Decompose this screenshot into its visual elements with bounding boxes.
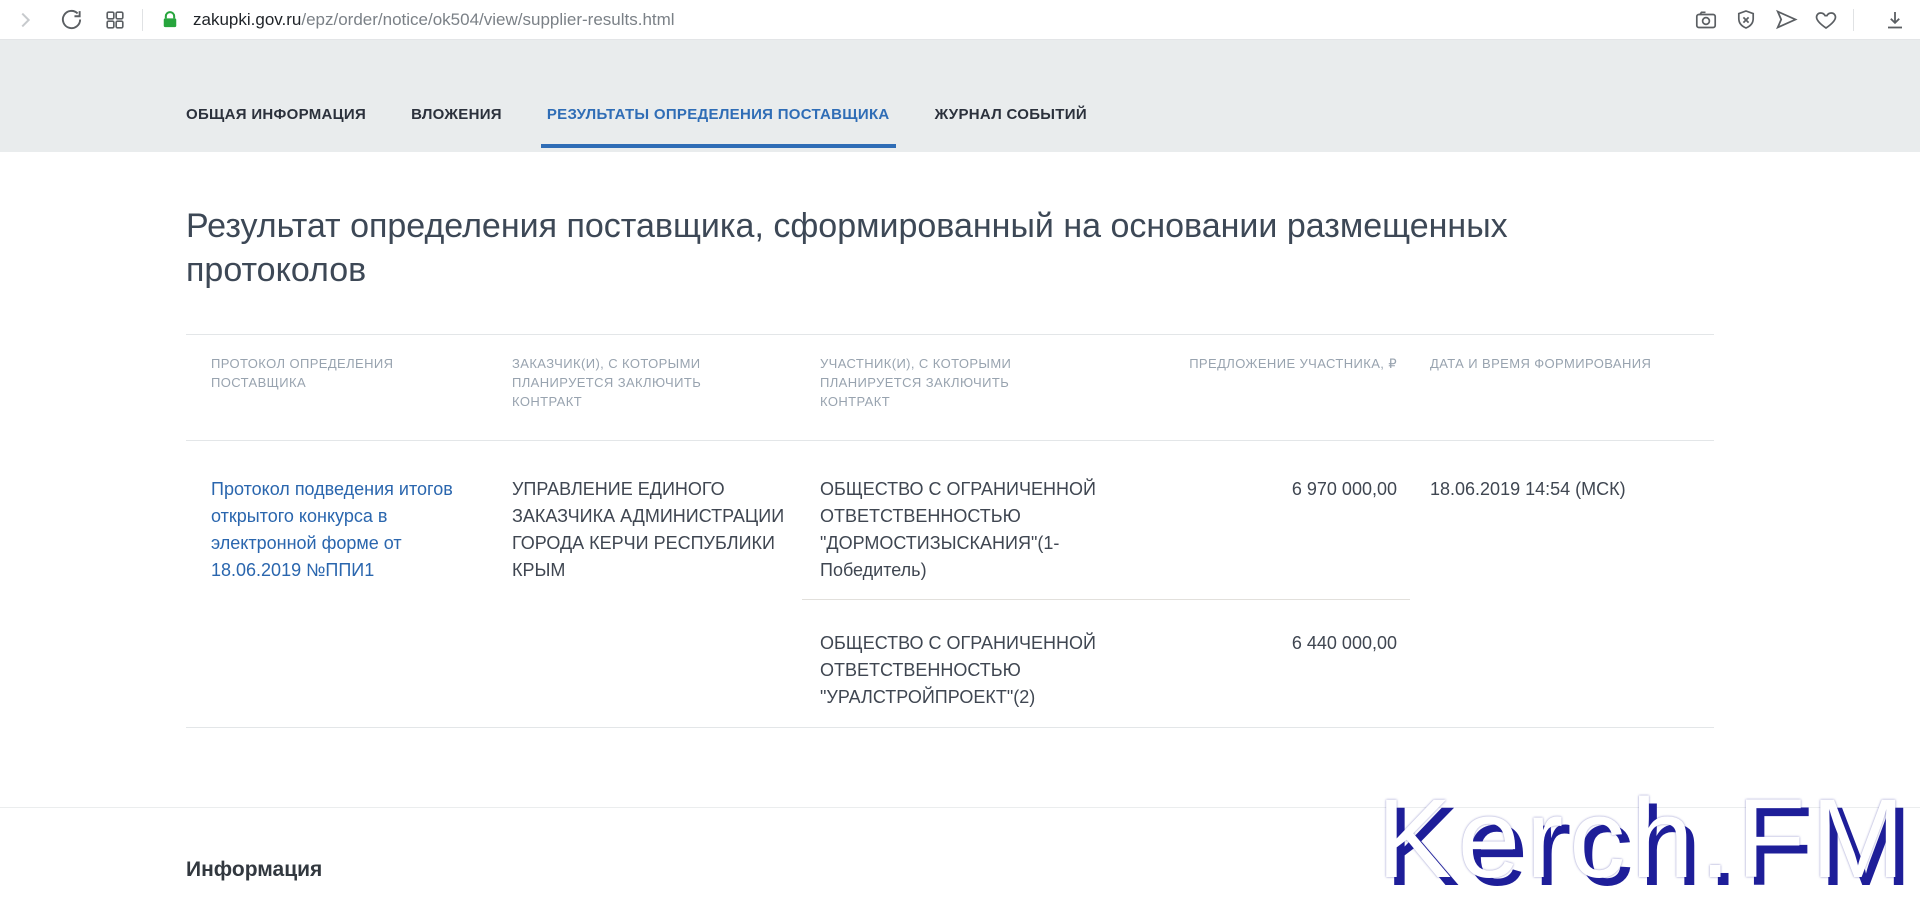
header-customer: ЗАКАЗЧИК(И), С КОТОРЫМИ ПЛАНИРУЕТСЯ ЗАКЛЮЧИТЬ КОНТРАКТ (512, 356, 702, 409)
share-send-icon[interactable] (1773, 7, 1799, 33)
page-content (0, 204, 1920, 882)
tab-supplier-results[interactable]: РЕЗУЛЬТАТЫ ОПРЕДЕЛЕНИЯ ПОСТАВЩИКА (547, 40, 890, 152)
tab-attachments[interactable]: ВЛОЖЕНИЯ (411, 106, 502, 123)
participant-row (820, 630, 1397, 711)
customer-cell: УПРАВЛЕНИЕ ЕДИНОГО ЗАКАЗЧИКА АДМИНИСТРАЦИИ ГОРОДА КЕРЧИ РЕСПУБЛИКИ КРЫМ (512, 479, 785, 580)
table-row (186, 441, 1714, 728)
reload-icon[interactable] (58, 7, 84, 33)
tab-event-log[interactable]: ЖУРНАЛ СОБЫТИЙ (934, 106, 1087, 123)
next-section-heading: Информация (186, 858, 323, 881)
protocol-link[interactable]: Протокол подведения итогов открытого конкурса в электронной форме от 18.06.2019 №ППИ1 (211, 479, 453, 580)
section-tabs (0, 40, 1920, 152)
participant-name: ОБЩЕСТВО С ОГРАНИЧЕННОЙ ОТВЕТСТВЕННОСТЬЮ "ДОРМОСТИЗЫСКАНИЯ"(1-Победитель) (820, 479, 1096, 580)
tab-general-info[interactable]: ОБЩАЯ ИНФОРМАЦИЯ (186, 106, 367, 123)
header-datetime: ДАТА И ВРЕМЯ ФОРМИРОВАНИЯ (1430, 356, 1652, 371)
adblock-shield-icon[interactable] (1733, 7, 1759, 33)
kerch-fm-watermark: Kerch.FM (1377, 776, 1911, 901)
participant-name: ОБЩЕСТВО С ОГРАНИЧЕННОЙ ОТВЕТСТВЕННОСТЬЮ "УРАЛСТРОЙПРОЕКТ"(2) (820, 633, 1096, 707)
address-bar[interactable] (193, 10, 675, 30)
header-participant: УЧАСТНИК(И), С КОТОРЫМИ ПЛАНИРУЕТСЯ ЗАКЛЮЧИТЬ КОНТРАКТ (820, 356, 1012, 409)
table-header-row (186, 334, 1714, 441)
participants-block (820, 476, 1397, 711)
forward-chevron-icon[interactable] (12, 7, 38, 33)
screenshot-camera-icon[interactable] (1693, 7, 1719, 33)
url-domain: zakupki.gov.ru (193, 9, 302, 29)
participant-row (820, 476, 1397, 584)
url-path: /epz/order/notice/ok504/view/supplier-results.html (301, 9, 675, 29)
results-table (186, 334, 1714, 728)
protocol-cell (186, 476, 512, 711)
header-protocol: ПРОТОКОЛ ОПРЕДЕЛЕНИЯ ПОСТАВЩИКА (211, 356, 394, 390)
section-divider (0, 807, 1920, 808)
toolbar-divider (1853, 9, 1854, 31)
header-offer: ПРЕДЛОЖЕНИЕ УЧАСТНИКА, ₽ (1189, 356, 1397, 371)
tabs-grid-icon[interactable] (102, 7, 128, 33)
participant-offer: 6 440 000,00 (1291, 633, 1397, 653)
page-title: Результат определения поставщика, сформированный на основании размещенных протоколов (186, 207, 1508, 289)
secure-lock-icon[interactable] (157, 7, 183, 33)
datetime-cell: 18.06.2019 14:54 (МСК) (1430, 479, 1626, 499)
favorites-heart-icon[interactable] (1813, 7, 1839, 33)
toolbar-divider (142, 9, 143, 31)
participants-divider (802, 599, 1410, 600)
download-icon[interactable] (1882, 7, 1908, 33)
browser-toolbar (0, 0, 1920, 40)
participant-offer: 6 970 000,00 (1291, 479, 1397, 499)
